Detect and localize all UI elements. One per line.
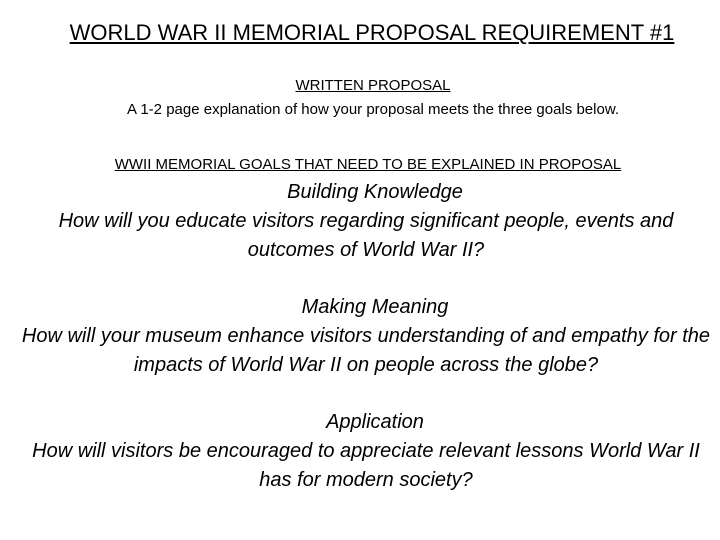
goal-building-knowledge (16, 178, 716, 265)
written-proposal-heading: WRITTEN PROPOSAL (295, 77, 451, 94)
goal-title: Application (326, 411, 424, 433)
goal-question: How will your museum enhance visitors understanding of and empathy for the impacts of World War II on people across the globe? (21, 325, 711, 376)
goal-title: Building Knowledge (287, 181, 463, 203)
written-proposal-description: A 1-2 page explanation of how your proposal meets the three goals below. (127, 101, 619, 118)
goal-application (16, 408, 716, 495)
goal-making-meaning (16, 293, 716, 380)
page-title: WORLD WAR II MEMORIAL PROPOSAL REQUIREMENT #1 (69, 20, 675, 45)
goal-title: Making Meaning (301, 296, 449, 318)
goal-question: How will visitors be encouraged to appreciate relevant lessons World War II has for modern society? (32, 440, 700, 491)
goals-heading: WWII MEMORIAL GOALS THAT NEED TO BE EXPLAINED IN PROPOSAL (114, 156, 622, 173)
goal-question: How will you educate visitors regarding significant people, events and outcomes of World War II? (58, 210, 674, 261)
